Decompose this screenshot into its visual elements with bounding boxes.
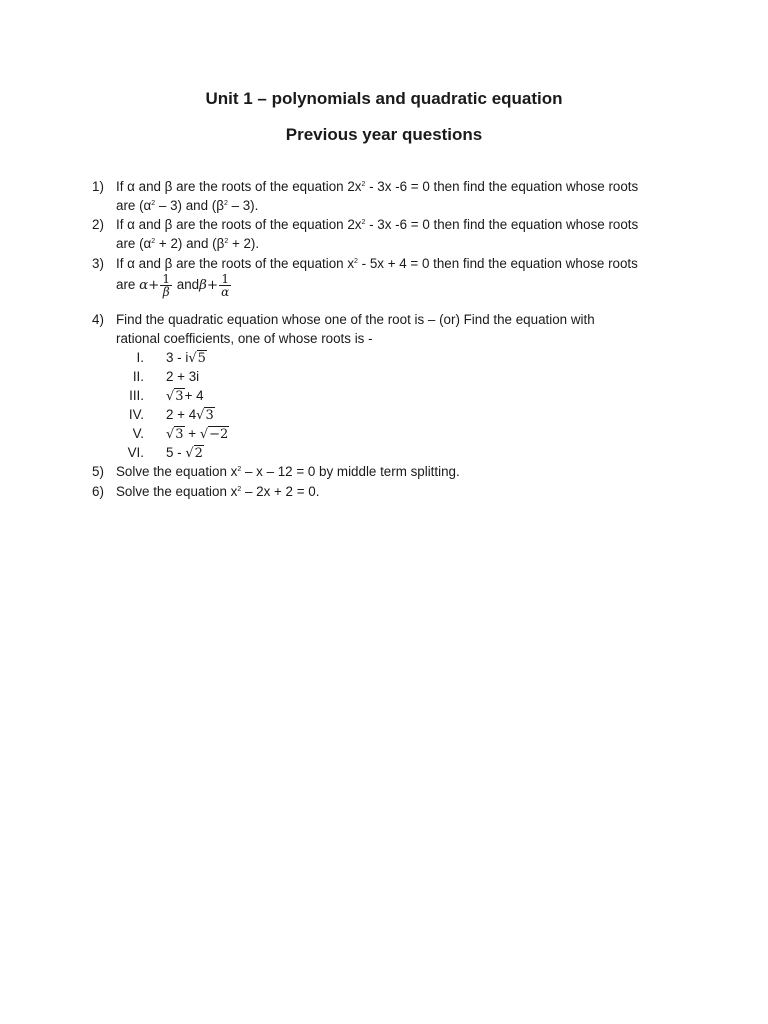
question-text-line-2: are $(\alpha^2 + 2)$ and $(\beta^2 + 2)$. [116,236,260,251]
root-expression [166,424,229,445]
expr-prefix: 3 - i [166,350,189,365]
question-text-line-2: are $(\alpha^2 - 3)$ and $(\beta^2 - 3)$. [116,198,259,213]
fraction-numerator: 1 [162,272,171,286]
alpha-symbol: α [139,278,149,294]
roman-numeral: III. [129,388,144,403]
radicand: 3 [205,408,214,423]
expr-suffix: + 4 [184,388,204,403]
question-text-line-1: Find the quadratic equation whose one of the root is – (or) Find the equation with [116,312,595,327]
roman-numeral: V. [132,426,144,441]
question-text-line-2: rational coefficients, one of whose roots is - [116,331,373,346]
fraction-denominator: β [162,285,170,299]
root-expression [166,443,204,464]
fraction-one-over-beta [160,273,172,298]
root-expression [166,348,207,369]
document-subtitle: Previous year questions [285,125,483,144]
document-title: Unit 1 – polynomials and quadratic equation [205,89,563,108]
root-expression [166,405,215,426]
roman-numeral: IV. [128,407,144,422]
question-text-line-1: If α and β are the roots of the equation $2x^2 - 3x$ -6 = 0 then find the equation whose roots [116,217,639,232]
roman-numeral: VI. [127,445,144,460]
square-root: √3 [196,408,214,423]
plus-sign: + [206,278,219,294]
radicand: −2 [209,427,229,442]
radicand: 2 [194,446,203,461]
plus-sign: + [184,426,200,441]
square-root: √−2 [199,427,229,442]
question-text-line-2 [116,273,232,298]
roman-numeral: II. [132,369,144,384]
radicand: 3 [175,427,184,442]
question-number: 3) [92,256,104,271]
root-expression [166,386,204,407]
expr-prefix: 2 + 4 [166,407,197,422]
question-number: 1) [92,179,104,194]
square-root: √5 [188,351,206,366]
question-text-line-1: Solve the equation $x^2 - 2x + 2 = 0$. [116,484,320,499]
question-number: 6) [92,484,104,499]
fraction-numerator: 1 [219,273,231,286]
fraction-one-over-alpha [219,273,231,298]
square-root: √3 [166,389,184,404]
plus-sign: + [148,278,160,294]
are-word: are [116,277,136,293]
square-root: √2 [185,446,203,461]
question-number: 2) [92,217,104,232]
root-expression: 2 + 3i [166,369,200,384]
roman-numeral: I. [136,350,144,365]
radicand: 5 [197,351,206,366]
question-text-line-1: Solve the equation $x^2 - x - 12 = 0$ by middle term splitting. [116,464,460,479]
radicand: 3 [175,389,184,404]
question-number: 5) [92,464,104,479]
fraction-denominator: α [221,285,230,299]
question-text-line-1: If α and β are the roots of the equation $2x^2 - 3x$ -6 = 0 then find the equation whose roots [116,179,639,194]
question-number: 4) [92,312,104,327]
beta-symbol: β [199,278,207,294]
question-text-line-1: If α and β are the roots of the equation $x^2 - 5x + 4 = 0$ then find the equation whose roots [116,256,638,271]
and-word: and [176,277,200,293]
square-root: √3 [166,427,184,442]
expr-prefix: 5 - [166,445,186,460]
